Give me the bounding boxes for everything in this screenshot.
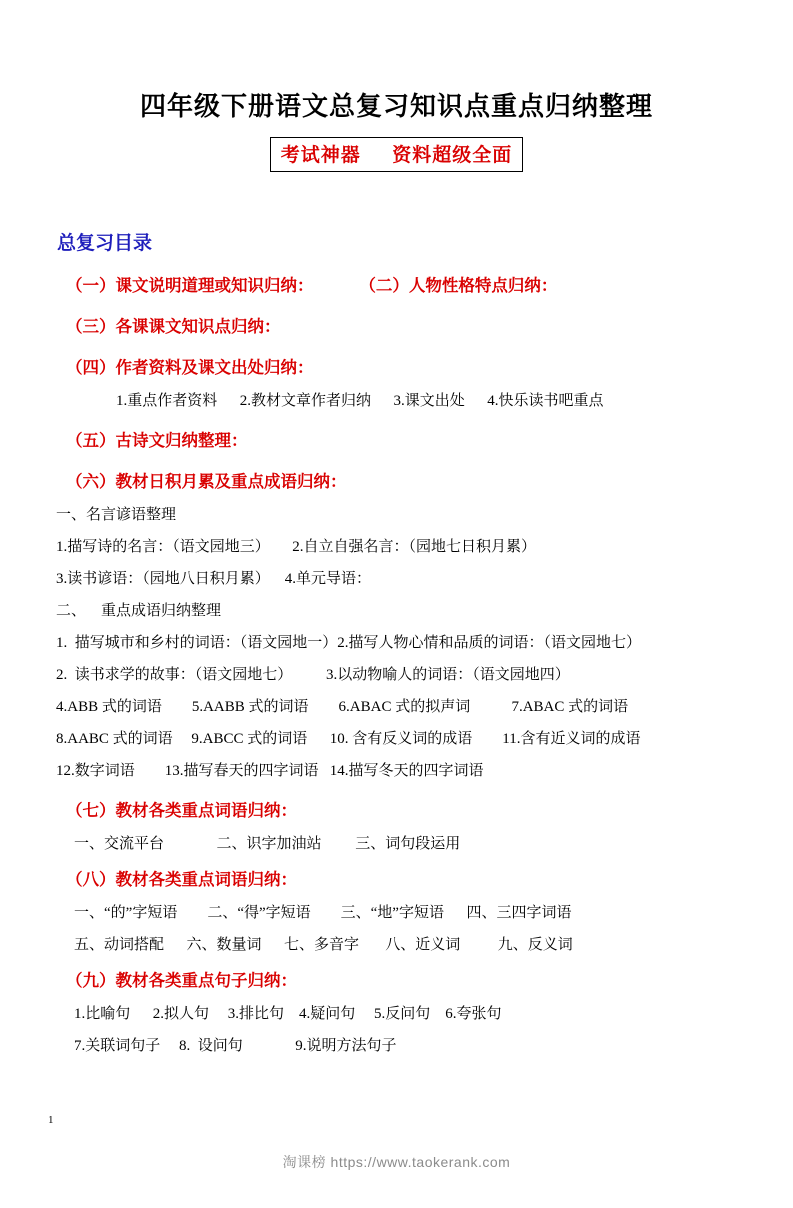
section-heading-nine: （九）教材各类重点句子归纳： [66, 972, 297, 990]
document-page [0, 86, 793, 1208]
subtitle-text: 考试神器 资料超级全面 [280, 145, 513, 166]
section-heading-four: （四）作者资料及课文出处归纳： [66, 359, 314, 377]
section-heading-one-two: （一）课文说明道理或知识归纳： （二）人物性格特点归纳： [66, 277, 558, 295]
section-heading-six: （六）教材日积月累及重点成语归纳： [66, 473, 347, 491]
section-six-line-1: 一、名言谚语整理 [56, 507, 177, 523]
footer-watermark: 淘课榜 https://www.taokerank.com [282, 1154, 511, 1170]
section-heading-seven: （七）教材各类重点词语归纳： [66, 802, 297, 820]
page-title: 四年级下册语文总复习知识点重点归纳整理 [139, 91, 653, 121]
section-heading-five: （五）古诗文归纳整理： [66, 432, 248, 450]
subtitle-container [56, 137, 737, 172]
section-heading-three: （三）各课课文知识点归纳： [66, 318, 281, 336]
section-seven-line-1: 一、交流平台 二、识字加油站 三、词句段运用 [74, 836, 461, 852]
section-six-line-9: 12.数字词语 13.描写春天的四字词语 14.描写冬天的四字词语 [56, 763, 484, 779]
subtitle-box [270, 137, 523, 172]
section-eight-line-1: 一、“的”字短语 二、“得”字短语 三、“地”字短语 四、三四字词语 [74, 905, 572, 921]
section-six-line-5: 1. 描写城市和乡村的词语：（语文园地一）2.描写人物心情和品质的词语：（语文园地七） [56, 635, 642, 651]
section-six-line-4: 二、 重点成语归纳整理 [56, 603, 222, 619]
section-heading-eight: （八）教材各类重点词语归纳： [66, 871, 297, 889]
section-nine-line-1: 1.比喻句 2.拟人句 3.排比句 4.疑问句 5.反问句 6.夸张句 [74, 1006, 502, 1022]
section-six-line-7: 4.ABB 式的词语 5.AABB 式的词语 6.ABAC 式的拟声词 7.ABAC 式的词语 [56, 699, 629, 715]
section-four-subitems: 1.重点作者资料 2.教材文章作者归纳 3.课文出处 4.快乐读书吧重点 [116, 393, 604, 409]
section-six-line-6: 2. 读书求学的故事：（语文园地七） 3.以动物喻人的词语：（语文园地四） [56, 667, 570, 683]
section-six-line-8: 8.AABC 式的词语 9.ABCC 式的词语 10. 含有反义词的成语 11.含有近义词的成语 [56, 731, 641, 747]
section-six-line-2: 1.描写诗的名言：（语文园地三） 2.自立自强名言：（园地七日积月累） [56, 539, 537, 555]
section-six-line-3: 3.读书谚语：（园地八日积月累） 4.单元导语： [56, 571, 372, 587]
section-nine-line-2: 7.关联词句子 8. 设问句 9.说明方法句子 [74, 1038, 397, 1054]
toc-heading: 总复习目录 [57, 233, 153, 254]
section-eight-line-2: 五、动词搭配 六、数量词 七、多音字 八、近义词 九、反义词 [74, 937, 573, 953]
page-number: 1 [48, 1114, 54, 1126]
